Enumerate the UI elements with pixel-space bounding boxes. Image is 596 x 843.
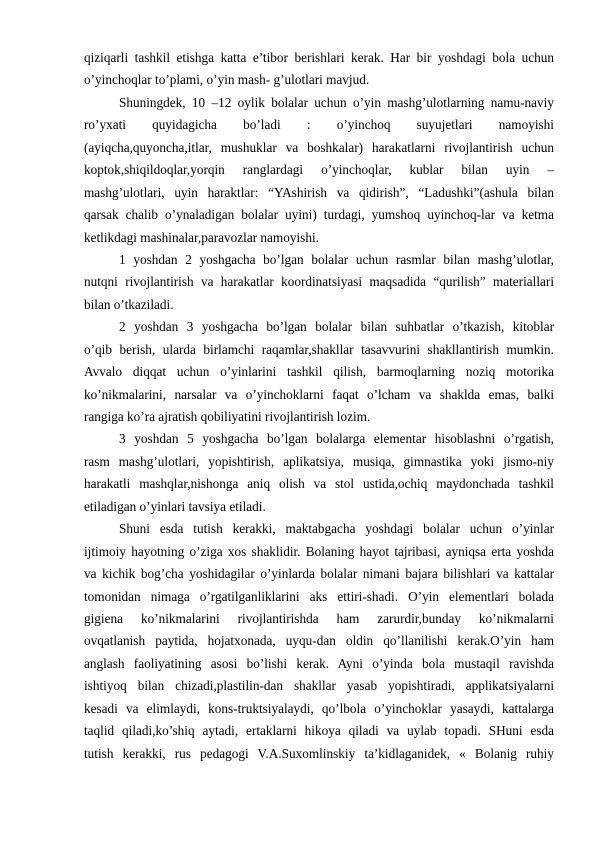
text-line: o’yinchoqlar to’plami, o’yin mash- g’ulotlari mavjud. (84, 72, 370, 88)
text-line: ro’yxati quyidagicha bo’ladi : o’yinchoq suyujetlari namoyishi (84, 117, 554, 133)
text-line: taqlid qiladi,ko’shiq aytadi, ertaklarni hikoya qiladi va uylab topadi. SHuni esda (84, 723, 554, 739)
text-line: o’qib berish, ularda birlamchi raqamlar,shakllar tasavvurini shakllantirish mumkin. (84, 341, 554, 357)
text-line: 2 yoshdan 3 yoshgacha bo’lgan bolalar bilan suhbatlar o’tkazish, kitoblar (119, 319, 554, 335)
text-line: ijtimoiy hayotning o’ziga xos shaklidir. Bolaning hayot tajribasi, ayniqsa erta yoshda (84, 543, 554, 559)
text-line: Shuni esda tutish kerakki, maktabgacha yoshdagi bolalar uchun o’yinlar (119, 521, 554, 537)
text-line: nutqni rivojlantirish va harakatlar koordinatsiyasi maqsadida “qurilish” materiallari (84, 274, 554, 290)
document-page (84, 47, 554, 765)
text-line: ovqatlanish paytida, hojatxonada, uyqu-dan oldin qo’llanilishi kerak.O’yin ham (84, 633, 554, 649)
text-line: ketlikdagi mashinalar,paravozlar namoyishi. (84, 229, 319, 245)
text-line: gigiena ko’nikmalarini rivojlantirishda ham zarurdir,bunday ko’nikmalarni (84, 610, 554, 626)
text-line: tomonidan nimaga o’rgatilganliklarini aks ettiri-shadi. O’yin elementlari bolada (84, 588, 554, 604)
text-line: qiziqarli tashkil etishga katta e’tibor berishlari kerak. Har bir yoshdagi bola uchun (84, 50, 554, 65)
text-line: ishtiyoq bilan chizadi,plastilin-dan shakllar yasab yopishtiradi, applikatsiyalarni (84, 678, 554, 694)
text-line: Shuningdek, 10 –12 oylik bolalar uchun o’yin mashg’ulotlarning namu-naviy (119, 94, 554, 110)
text-line: bilan o’tkaziladi. (84, 296, 174, 312)
text-line: (ayiqcha,quyoncha,itlar, mushuklar va boshkalar) harakatlarni rivojlantirish uchun (84, 139, 554, 155)
text-line: ko’nikmalarini, narsalar va o’yinchoklarni faqat o’lcham va shaklda emas, balki (84, 386, 554, 402)
text-line: va kichik bog’cha yoshidagilar o’yinlarda bolalar nimani bajara bilishlari va kattalar (84, 566, 554, 582)
text-line: harakatli mashqlar,nishonga aniq olish va stol ustida,ochiq maydonchada tashkil (84, 476, 554, 492)
text-line: 3 yoshdan 5 yoshgacha bo’lgan bolalarga elementar hisoblashni o’rgatish, (119, 431, 554, 447)
text-line: mashg’ulotlari, uyin haraktlar: “YAshirish va qidirish”, “Ladushki”(ashula bilan (84, 184, 554, 200)
text-line: etiladigan o’yinlari tavsiya etiladi. (84, 498, 266, 514)
text-line: rangiga ko’ra ajratish qobiliyatini rivojlantirish lozim. (84, 409, 371, 424)
text-line: koptok,shiqildoqlar,yorqin ranglardagi o’yinchoqlar, kublar bilan uyin – (84, 162, 554, 178)
text-line: rasm mashg’ulotlari, yopishtirish, aplikatsiya, musiqa, gimnastika yoki jismo-niy (84, 453, 554, 469)
text-line: 1 yoshdan 2 yoshgacha bo’lgan bolalar uchun rasmlar bilan mashg’ulotlar, (119, 251, 554, 267)
text-line: Avvalo diqqat uchun o’yinlarini tashkil qilish, barmoqlarning noziq motorika (84, 364, 554, 380)
text-line: tutish kerakki, rus pedagogi V.A.Suxomlinskiy ta’kidlaganidek, « Bolanig ruhiy (84, 745, 554, 761)
text-line: qarsak chalib o’ynaladigan bolalar uyini) turdagi, yumshoq uyinchoq-lar va ketma (84, 207, 554, 223)
text-line: anglash faoliyatining asosi bo’lishi kerak. Ayni o’yinda bola mustaqil ravishda (84, 655, 554, 671)
text-line: kesadi va elimlaydi, kons-truktsiyalaydi, qo’lbola o’yinchoklar yasaydi, kattalarga (84, 700, 554, 716)
